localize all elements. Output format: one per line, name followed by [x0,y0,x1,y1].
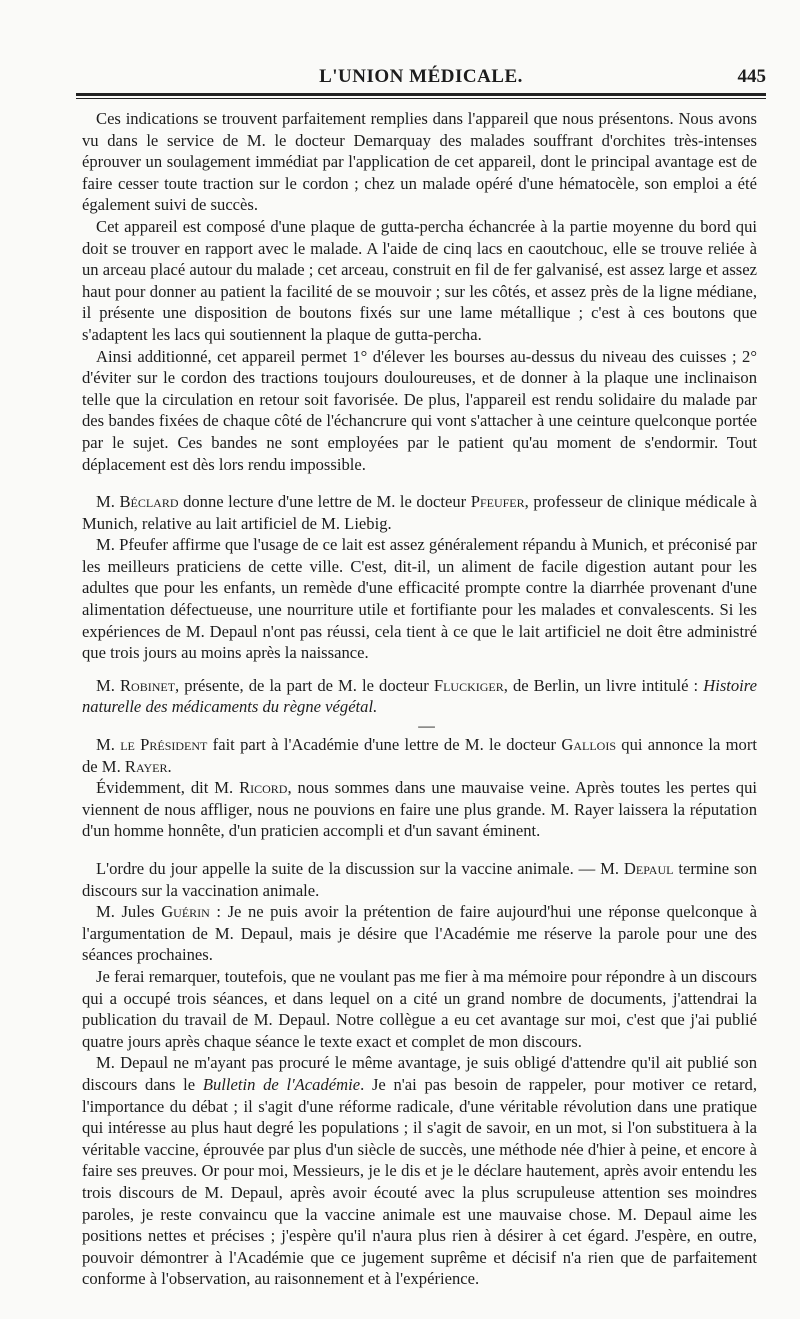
paragraph-appareil-composition: Cet appareil est composé d'une plaque de gutta-percha échancrée à la partie moyenne du bord qui doit se trouver en rapport avec le malade. A l'aide de cinq lacs en caoutchouc, elle se trouve reliée à un arceau placé autour du malade ; cet arceau, construit en fil de fer galvanisé, est assez large et assez haut pour donner au patient la facilité de se mouvoir ; sur les côtés, et assez près de la ligne médiane, il présente une disposition de boutons fixés sur une lame métallique ; c'est à ces boutons que s'adaptent les lacs qui soutiennent la plaque de gutta-percha. [82,216,757,344]
paragraph-appareil-usage: Ainsi additionné, cet appareil permet 1° d'élever les bourses au-dessus du niveau des cuisses ; 2° d'éviter sur le cordon des tractions toujours douloureuses, et de donner à la plaque une inclinaison telle que la circulation en retour soit favorisée. De plus, l'appareil est rendu solidaire du malade par des bandes fixées de chaque côté de l'échancrure qui vont s'attacher à une ceinture quelconque portée par le sujet. Ces bandes ne sont employées par le patient qu'au moment de s'endormir. Tout déplacement est dès lors rendu impossible. [82,346,757,474]
header-rule-thin [76,98,766,99]
paragraph-beclard-mid: donne lecture d'une lettre de M. le docteur [178,492,471,512]
name-president: le Président [120,735,208,755]
name-rayer: Rayer [124,756,168,776]
paragraph-beclard [82,491,757,534]
name-fluckiger: Fluckiger [433,675,504,695]
paragraph-guerin-rest: : Je ne puis avoir la prétention de faire aujourd'hui une réponse quelconque à l'argumentation de M. Depaul, mais je désire que l'Académie me réserve la parole pour une des séances prochaines. [82,902,758,965]
paragraph-ordre-du-jour [82,858,757,901]
paragraph-robinet-mid2: , de Berlin, un livre intitulé : [503,675,704,695]
page-number: 445 [737,66,766,87]
header-rule-thick [76,93,766,96]
book-title: Histoire naturelle des médicaments du règne végétal. [82,675,757,717]
journal-title: L'UNION MÉDICALE. [319,66,523,87]
paragraph-ordre-rest: termine son discours sur la vaccination animale. [82,859,757,900]
paragraph-president-prefix: M. [96,735,121,755]
page-header [76,62,766,92]
paragraph-guerin-prefix: M. Jules [96,902,162,922]
paragraph-ricord [82,777,757,842]
paragraph-president-mid: fait part à l'Académie d'une lettre de M. le docteur [207,735,562,755]
paragraph-remarque: Je ferai remarquer, toutefois, que ne voulant pas me fier à ma mémoire pour répondre à un discours qui a occupé trois séances, et dans lequel on a cité un grand nombre de documents, j'attendrai la publication du travail de M. Depaul. Notre collègue a eu cet avantage sur moi, c'est que j'ai publié quatre jours après chaque séance le texte exact et complet de mon discours. [82,966,757,1051]
paragraph-beclard-prefix: M. [96,492,120,512]
paragraph-depaul-prefix: M. Depaul ne m'ayant pas procuré le même avantage, je suis obligé d'attendre qu'il ait publié son discours dans le [82,1053,757,1094]
paragraph-president-end: . [167,756,172,776]
paragraph-depaul-rest: . Je n'ai pas besoin de rappeler, pour motiver ce retard, l'importance du débat ; il s'agit d'une réforme radicale, d'une véritable révolution dans une pratique qui intéresse au plus haut degré les populations ; il s'agit de savoir, en un mot, si l'on substituera à la véritable vaccine, éprouvée par plus d'un siècle de succès, une méthode née d'hier à peine, et encore à faire ses preuves. Or pour moi, Messieurs, je le dis et je le déclare hautement, après avoir entendu les trois discours de M. Depaul, après avoir écouté avec la plus scrupuleuse attention ses moindres paroles, je reste convaincu que la vaccine animale est une mauvaise chose. M. Depaul aime les positions nettes et précises ; j'espère qu'il n'aura plus rien à désirer à cet égard. J'espère, en outre, pouvoir démontrer à l'Académie que ce jugement suprême et décisif n'a rien que de parfaitement conforme à l'observation, au raisonnement et à l'expérience. [82,1074,757,1289]
paragraph-ordre-prefix: L'ordre du jour appelle la suite de la discussion sur la vaccine animale. — M. [96,859,624,878]
paragraph-president [82,734,757,777]
paragraph-beclard-rest: , professeur de clinique médicale à Munich, relative au lait artificiel de M. Liebig. [82,492,757,533]
name-guerin: Guérin [161,902,210,922]
name-ricord: Ricord [239,778,288,798]
name-pfeufer: Pfeufer [470,492,525,512]
name-beclard: Béclard [119,492,179,512]
name-robinet: Robinet [119,675,176,695]
paragraph-robinet [82,675,757,718]
bulletin-title: Bulletin de l'Académie [202,1074,361,1094]
name-depaul: Depaul [623,859,674,878]
paragraph-president-mid2: qui annonce la mort de M. [82,735,757,776]
paragraph-depaul-discours [82,1052,757,1290]
paragraph-robinet-mid: , présente, de la part de M. le docteur [175,675,434,695]
name-gallois: Gallois [561,735,617,755]
paragraph-ricord-rest: , nous sommes dans une mauvaise veine. Après toutes les pertes qui viennent de nous affliger, nous ne pouvions en faire une plus grande. M. Rayer laissera la réputation d'un homme honnête, d'un praticien accompli et d'un savant éminent. [82,778,757,841]
paragraph-ricord-prefix: Évidemment, dit M. [96,778,240,798]
paragraph-pfeufer: M. Pfeufer affirme que l'usage de ce lait est assez généralement répandu à Munich, et préconisé par les meilleurs praticiens de cette ville. C'est, dit-il, un aliment de facile digestion autant pour les adultes que pour les enfants, un remède d'une efficacité prompte contre la diarrhée provenant d'une alimentation défectueuse, une nourriture utile et fortifiante pour les malades et convalescents. Si les expériences de M. Depaul n'ont pas réussi, cela tient à ce que le lait artificiel ne doit être administré que trois jours au moins après la naissance. [82,535,757,663]
paragraph-appareil-indications: Ces indications se trouvent parfaitement remplies dans l'appareil que nous présentons. Nous avons vu dans le service de M. le docteur Demarquay des malades souffrant d'orchites très-intenses éprouver un soulagement immédiat par l'application de cet appareil, dont le principal avantage est de faire cesser toute traction sur le cordon ; chez un malade opéré d'une hématocèle, son emploi a été également suivi de succès. [82,109,757,215]
paragraph-guerin [82,901,757,966]
article-body [82,108,757,1290]
section-divider: — [418,716,435,736]
paragraph-robinet-prefix: M. [96,675,120,695]
